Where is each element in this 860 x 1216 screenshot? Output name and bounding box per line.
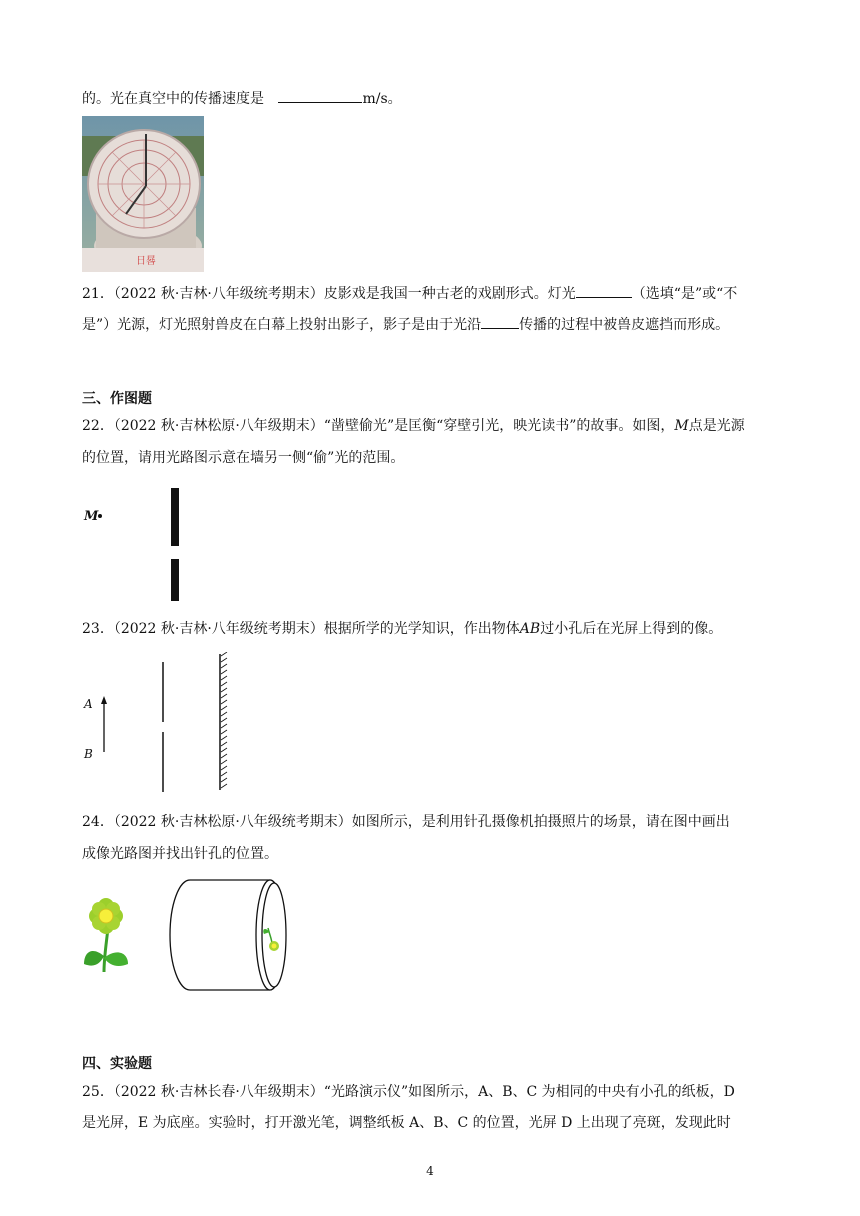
wall-upper bbox=[171, 488, 179, 546]
camera-body bbox=[170, 880, 286, 990]
sundial-photo bbox=[82, 116, 204, 272]
q21-line1-pre: 21．（2022 秋·吉林·八年级统考期末）皮影戏是我国一种古老的戏剧形式。灯光 bbox=[82, 286, 576, 302]
point-b-label: B bbox=[84, 747, 93, 761]
page-number: 4 bbox=[426, 1164, 434, 1178]
light-source-dot bbox=[98, 514, 102, 518]
answer-blank bbox=[278, 88, 362, 103]
q25-line2: 是光屏，E 为底座。实验时，打开激光笔，调整纸板 A、B、C 的位置，光屏 D 上出现了亮斑，发现此时 bbox=[82, 1115, 731, 1131]
q22-line1-pre: 22．（2022 秋·吉林松原·八年级期末）“凿壁偷光”是匡衡“穿壁引光，映光读书”的故事。如图， bbox=[82, 418, 675, 434]
q21-line1-post: （选填“是”或“不 bbox=[631, 286, 738, 302]
q20-prefix: 的。光在真空中的传播速度是 bbox=[82, 91, 264, 107]
q24-line2: 成像光路图并找出针孔的位置。 bbox=[82, 846, 278, 862]
section-title: 三、作图题 bbox=[82, 391, 152, 407]
flower-icon bbox=[84, 898, 128, 972]
q21-line2 bbox=[82, 314, 782, 335]
section-title: 四、实验题 bbox=[82, 1056, 152, 1072]
q20-suffix: m/s。 bbox=[362, 91, 402, 107]
pinhole-figure bbox=[82, 652, 242, 794]
q21-line2-pre: 是”）光源，灯光照射兽皮在白幕上投射出影子，影子是由于光沿 bbox=[82, 317, 482, 333]
q22-line1 bbox=[82, 416, 782, 436]
light-source-label: M bbox=[84, 509, 99, 524]
q21-line1 bbox=[82, 283, 782, 304]
q23-var: AB bbox=[519, 621, 541, 637]
q25-line1: 25．（2022 秋·吉林长春·八年级期末）“光路演示仪”如图所示，A、B、C 为相同的中央有小孔的纸板，D bbox=[82, 1084, 735, 1100]
q20-text bbox=[82, 88, 782, 109]
point-a-label: A bbox=[84, 697, 93, 711]
q23-pre: 23．（2022 秋·吉林·八年级统考期末）根据所学的光学知识，作出物体 bbox=[82, 621, 520, 637]
answer-blank bbox=[481, 314, 519, 329]
pinhole-camera-figure bbox=[82, 876, 292, 998]
wall-lower bbox=[171, 559, 179, 601]
answer-blank bbox=[576, 283, 632, 298]
wall-figure bbox=[82, 486, 202, 602]
q22-line2: 的位置，请用光路图示意在墙另一侧“偷”光的范围。 bbox=[82, 450, 405, 466]
q23-text bbox=[82, 619, 782, 639]
q22-line1-post: 点是光源 bbox=[688, 418, 745, 434]
q22-var: M bbox=[674, 418, 689, 434]
sundial-caption: 日晷 bbox=[136, 256, 156, 267]
q21-line2-post: 传播的过程中被兽皮遮挡而形成。 bbox=[519, 317, 730, 333]
q24-line1: 24．（2022 秋·吉林松原·八年级统考期末）如图所示，是利用针孔摄像机拍摄照片的场景，请在图中画出 bbox=[82, 814, 730, 830]
q23-post: 过小孔后在光屏上得到的像。 bbox=[540, 621, 723, 637]
